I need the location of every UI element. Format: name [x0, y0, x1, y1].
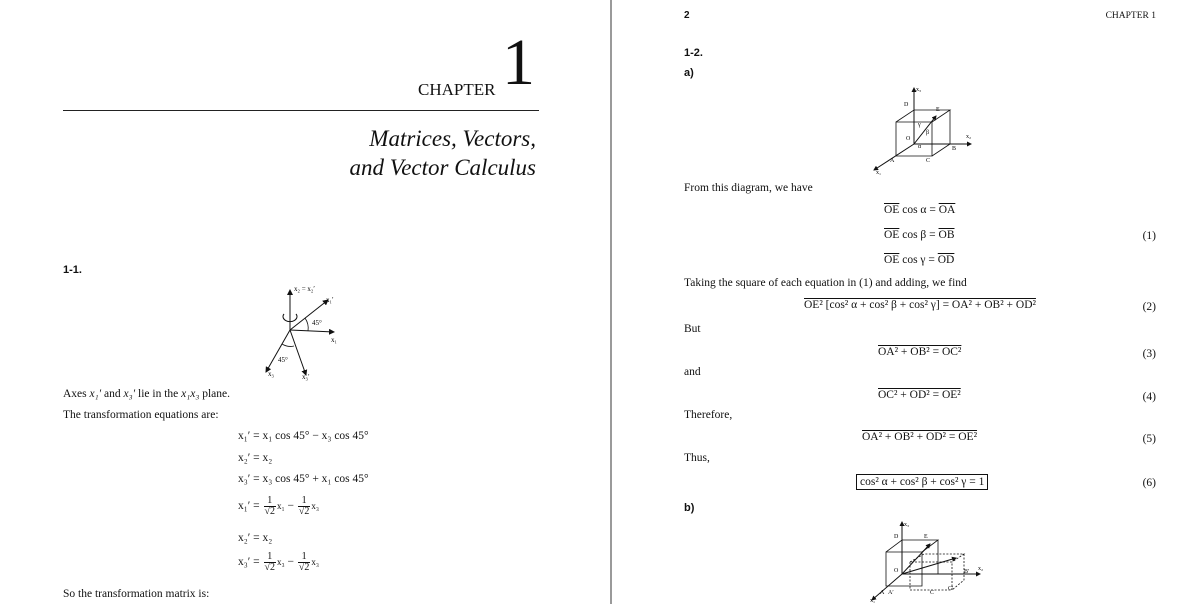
fig-b-x1-axis	[872, 574, 902, 600]
eq1-2-rhs: $\overline{OB}$	[938, 229, 955, 241]
frac3-b-den: √2	[298, 562, 310, 573]
frac3-a-den: √2	[264, 562, 276, 573]
x1-axis-line	[290, 330, 334, 332]
frac1-var-b: x₃	[311, 501, 320, 512]
rotation-axes-figure	[244, 280, 364, 385]
fig-a-label-beta: β	[926, 130, 930, 136]
fig-a-label-C: C	[926, 158, 931, 164]
but-text: But	[684, 323, 701, 335]
chapter-title-line-2: and Vector Calculus	[349, 155, 536, 180]
fig-b-label-Ap: A′	[888, 590, 894, 596]
fig-a-label-B: B	[952, 146, 957, 152]
frac3-b-num: 1	[298, 552, 311, 563]
fig-a-label-D: D	[904, 102, 909, 108]
fig-b-label-Cp: C′	[948, 586, 954, 592]
problem-number-1-2: 1-2.	[684, 47, 703, 59]
frac3-var-b: x₃	[311, 557, 320, 568]
eq1-1-rhs: $\overline{OA}$	[938, 204, 956, 216]
eq1-3-lhs: $\overline{OE}$	[884, 254, 900, 266]
page-number: 2	[684, 10, 690, 21]
axes-sentence	[63, 388, 230, 400]
matrix-intro: So the transformation matrix is:	[63, 588, 210, 600]
x3-axis-line	[266, 330, 290, 372]
frac1-b-num: 1	[298, 496, 311, 507]
frac1-op: −	[287, 500, 295, 513]
fig-b-box-2	[910, 554, 964, 590]
label-x1-prime: x₁′	[326, 296, 334, 304]
fig-a-label-E: E	[936, 107, 940, 113]
frac3-lhs: x₃′ =	[238, 556, 260, 569]
fig-b-label-A: A	[880, 590, 885, 596]
eq1-line-2	[884, 229, 955, 241]
part-a-label: a)	[684, 67, 694, 79]
angle-arc-top	[305, 318, 308, 331]
eq1-3-rhs: $\overline{OD}$	[937, 254, 955, 266]
eq1-line-1	[884, 204, 955, 216]
label-angle-bottom: 45°	[278, 356, 288, 364]
equation-x3-prime-fraction	[238, 552, 319, 573]
thus-text: Thus,	[684, 452, 710, 464]
eq1-3-mid: cos γ =	[899, 254, 938, 266]
frac1-a-den: √2	[264, 506, 276, 517]
label-x1: x₁	[331, 336, 337, 344]
fig-a-vector-OE	[914, 116, 936, 144]
direction-cosines-figure	[866, 82, 976, 178]
frac1-lhs: x₁′ =	[238, 500, 260, 513]
frac1-b	[298, 496, 311, 517]
from-diagram-text: From this diagram, we have	[684, 182, 813, 194]
transformation-intro: The transformation equations are:	[63, 409, 219, 421]
frac3-op: −	[287, 556, 295, 569]
fig-b-label-D: D	[894, 534, 899, 540]
frac3-var-a: x₃	[277, 557, 285, 568]
fig-b-label-O: O	[894, 568, 899, 574]
fig-a-label-alpha: α	[918, 144, 922, 150]
frac1-a-num: 1	[264, 496, 277, 507]
axes-sentence-pre: Axes	[63, 388, 87, 400]
angle-arc-bottom	[282, 344, 294, 346]
eq6-boxed-result: cos² α + cos² β + cos² γ = 1	[856, 474, 988, 490]
fig-a-label-x1: x₁	[876, 170, 882, 176]
equation-x1-prime-fraction	[238, 496, 319, 517]
equation-x2-prime: x₂′ = x₂	[238, 452, 273, 464]
frac1-b-den: √2	[298, 506, 310, 517]
running-head: CHAPTER 1	[1105, 11, 1156, 21]
eq1-line-3	[884, 254, 954, 266]
chapter-rule	[63, 110, 539, 111]
frac1-a	[264, 496, 277, 517]
equation-x3-prime: x₃′ = x₃ cos 45° + x₁ cos 45°	[238, 473, 369, 485]
axes-plane: x₁x₃	[181, 388, 200, 400]
eq-number-6: (6)	[1142, 477, 1156, 489]
fig-a-label-x2: x₂	[966, 134, 972, 140]
chapter-title-line-1: Matrices, Vectors,	[369, 126, 536, 151]
eq1-2-mid: cos β =	[899, 229, 939, 241]
two-vector-figure	[866, 518, 986, 604]
eq4: OC² + OD² = OE²	[878, 389, 961, 401]
axes-sentence-mid: lie in the	[138, 388, 179, 400]
fig-a-x1-axis	[874, 144, 914, 170]
fig-b-label-C: C	[930, 590, 935, 596]
label-x2: x₂ = x₂′	[294, 285, 315, 293]
equation-x1-prime: x₁′ = x₁ cos 45° − x₃ cos 45°	[238, 430, 369, 442]
problem-number: 1-1.	[63, 264, 82, 276]
chapter-number: 1	[502, 26, 535, 99]
frac3-b	[298, 552, 311, 573]
label-x3: x₃	[268, 370, 274, 378]
chapter-label: CHAPTER	[418, 80, 496, 99]
axes-sentence-post: plane.	[202, 388, 230, 400]
fig-a-label-x3: x₃	[916, 87, 922, 93]
eq3: OA² + OB² = OC²	[878, 346, 962, 358]
eq1-1-lhs: $\overline{OE}$	[884, 204, 900, 216]
fig-a-label-O: O	[906, 136, 911, 142]
equation-x2-prime-repeat: x₂′ = x₂	[238, 532, 273, 544]
and-text: and	[684, 366, 701, 378]
fig-b-label-E: E	[924, 534, 928, 540]
frac1-var-a: x₁	[277, 501, 285, 512]
axes-sentence-and: and	[104, 388, 121, 400]
taking-square-text: Taking the square of each equation in (1) and adding, we find	[684, 277, 967, 289]
axes-var-2: x₃′	[123, 388, 136, 400]
fig-b-label-x3: x₃	[904, 522, 910, 528]
therefore-text: Therefore,	[684, 409, 733, 421]
fig-b-label-x1: x₁	[870, 598, 876, 604]
label-angle-top: 45°	[312, 319, 322, 327]
frac3-a	[264, 552, 277, 573]
fig-b-label-Bp: B′	[964, 569, 970, 575]
eq-number-3: (3)	[1142, 348, 1156, 360]
eq2: OE² [cos² α + cos² β + cos² γ] = OA² + OB² + OD²	[804, 299, 1036, 311]
eq5: OA² + OB² + OD² = OE²	[862, 431, 978, 443]
eq1-1-mid: cos α =	[899, 204, 939, 216]
fig-b-label-x2: x₂	[978, 566, 984, 572]
eq1-2-lhs: $\overline{OE}$	[884, 229, 900, 241]
eq-number-4: (4)	[1142, 391, 1156, 403]
eq-number-1: (1)	[1142, 230, 1156, 242]
part-b-label: b)	[684, 502, 695, 514]
fig-a-label-A: A	[890, 158, 895, 164]
eq-number-5: (5)	[1142, 433, 1156, 445]
eq-number-2: (2)	[1142, 301, 1156, 313]
x3-prime-axis-line	[290, 330, 306, 375]
x1-prime-axis-line	[290, 300, 328, 330]
right-page	[612, 0, 1200, 604]
frac3-a-num: 1	[264, 552, 277, 563]
label-x3-prime: x₃′	[302, 373, 310, 381]
fig-a-label-gamma: γ	[918, 122, 921, 128]
axes-var-1: x₁′	[89, 388, 102, 400]
